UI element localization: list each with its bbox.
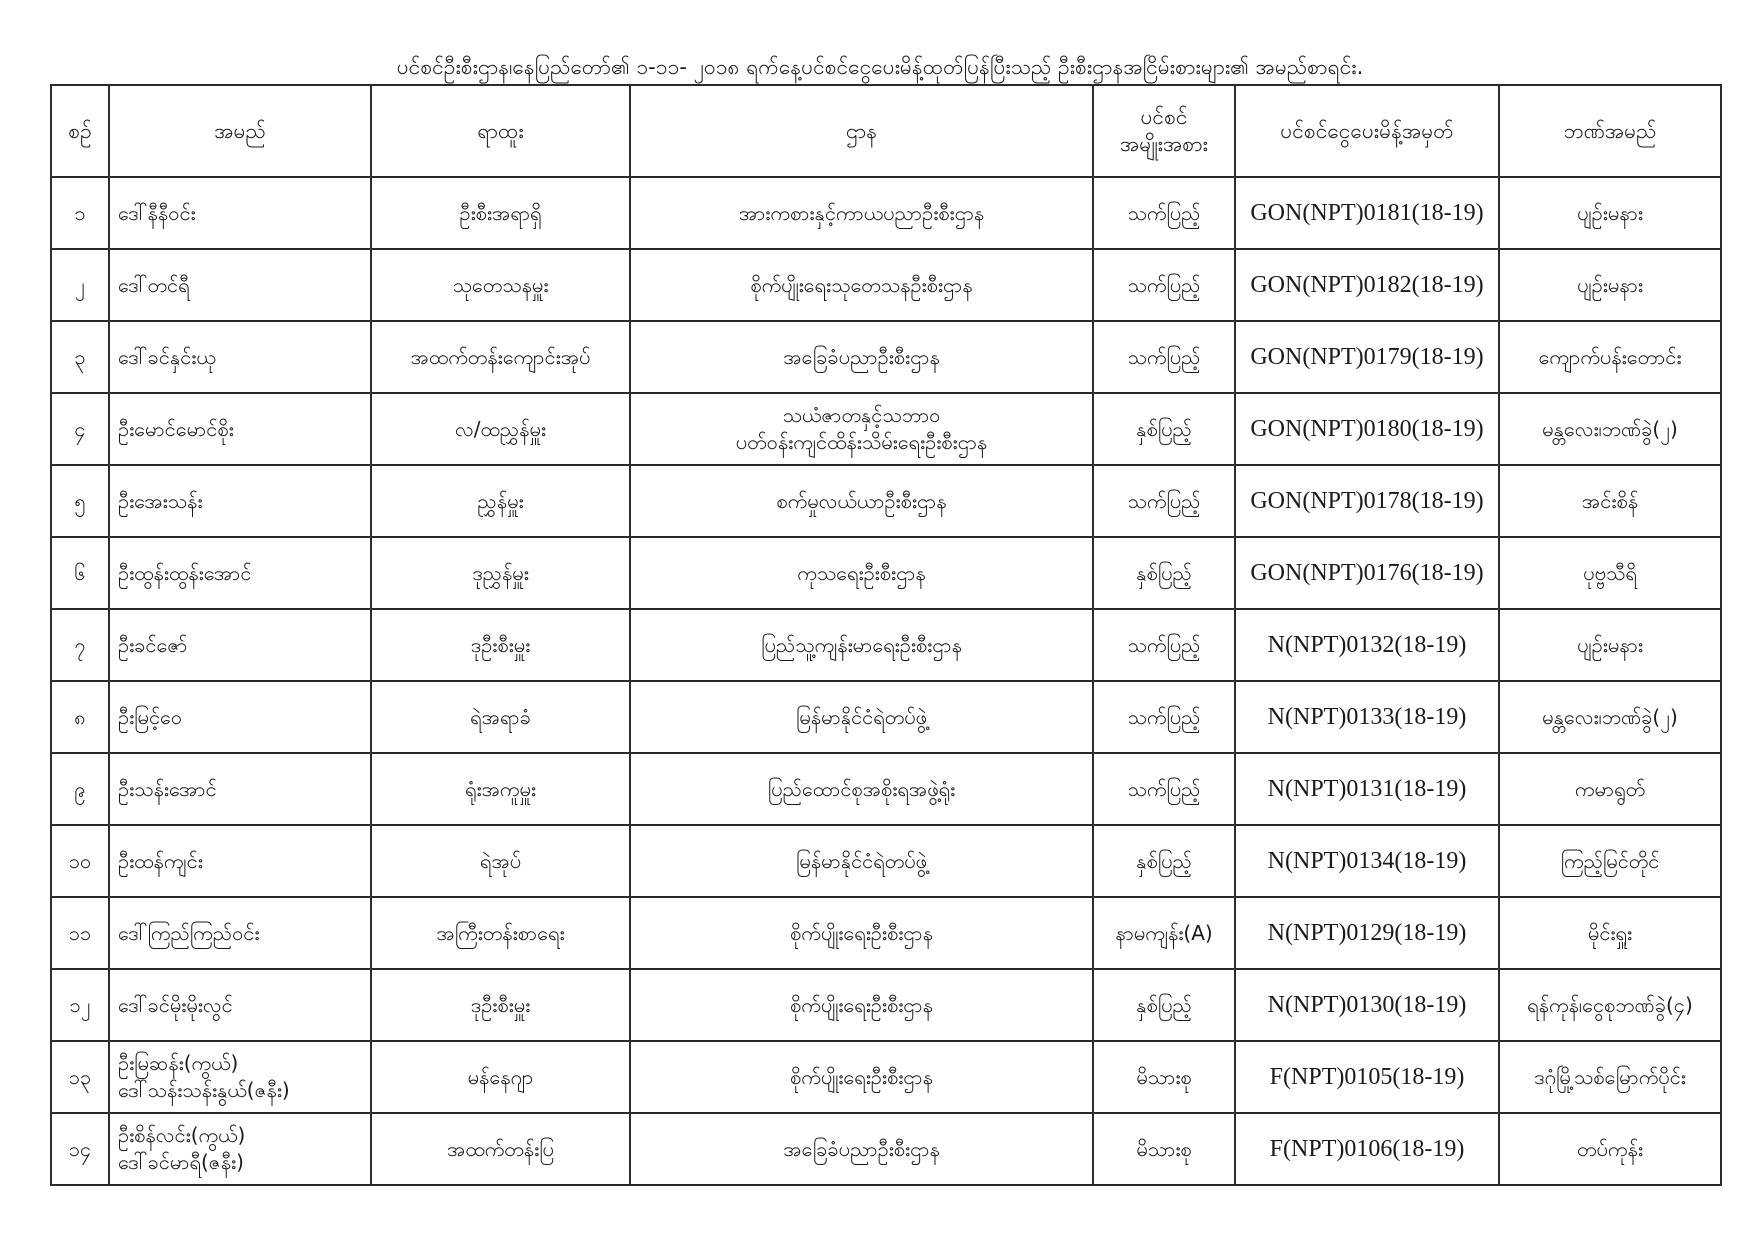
row-number [51,321,109,393]
person-name [109,969,371,1041]
rank [371,177,630,249]
row-number [51,609,109,681]
header-pension-type-line1: ပင်စင် [1140,105,1188,129]
table-row [51,681,1721,753]
pension-order-number [1235,465,1499,537]
department [630,753,1093,825]
person-name [109,1113,371,1185]
rank-text: ရဲအရာခံ [470,704,531,729]
department-line1: မြန်မာနိုင်ငံရဲတပ်ဖွဲ့ [795,848,928,873]
department [630,465,1093,537]
person-name [109,393,371,465]
pension-type-text: သက်ပြည့် [1127,344,1201,369]
row-number-text: ၇ [74,632,86,657]
department [630,969,1093,1041]
pension-order-number [1235,321,1499,393]
row-number-text: ၂ [75,272,85,297]
table-row [51,1041,1721,1113]
row-number-text: ၉ [74,776,86,801]
pension-type [1093,609,1235,681]
pension-register-table [50,84,1722,1186]
department-line1: ကုသရေးဦးစီးဌာန [797,560,926,585]
row-number-text: ၁၁ [68,920,92,945]
table-row [51,177,1721,249]
person-name-line1: ဦးမြဆန်း(ကွယ်) [118,1051,239,1075]
row-number [51,249,109,321]
bank-name [1499,465,1721,537]
rank-text: ဦးစီးအရာရှိ [459,200,542,225]
person-name-line1: ဒေါ်ကြည်ကြည်ဝင်း [118,920,260,945]
department [630,537,1093,609]
bank-name [1499,753,1721,825]
rank-text: လ/ထညွှန်မှူး [454,416,546,441]
department [630,393,1093,465]
pension-type [1093,825,1235,897]
bank-name-text: မန္တလေး၊ဘဏ်ခွဲ(၂) [1542,416,1678,441]
row-number [51,537,109,609]
department-line1: အခြေခံပညာဦးစီးဌာန [783,1136,940,1161]
pension-order-number [1235,969,1499,1041]
bank-name [1499,249,1721,321]
person-name-line1: ဦးစိန်လင်း(ကွယ်) [118,1123,246,1147]
department-line1: အားကစားနှင့်ကာယပညာဦးစီးဌာန [738,200,985,225]
row-number [51,1041,109,1113]
bank-name [1499,969,1721,1041]
document-page [40,50,1720,1180]
person-name [109,177,371,249]
pension-type [1093,897,1235,969]
bank-name [1499,825,1721,897]
department-line1: ပြည်သူ့ကျန်းမာရေးဦးစီးဌာန [761,632,962,657]
person-name [109,537,371,609]
rank [371,1113,630,1185]
header-bank: ဘဏ်အမည် [1499,85,1721,177]
pension-order-number-text: N(NPT)0133(18-19) [1267,703,1467,730]
pension-type [1093,321,1235,393]
pension-type-text: သက်ပြည့် [1127,272,1201,297]
pension-order-number-text: N(NPT)0134(18-19) [1267,847,1467,874]
pension-order-number-text: GON(NPT)0182(18-19) [1250,271,1484,298]
table-row [51,321,1721,393]
row-number-text: ၁၂ [69,992,91,1017]
rank [371,825,630,897]
person-name [109,321,371,393]
bank-name [1499,177,1721,249]
row-number-text: ၁၄ [68,1136,92,1161]
rank [371,465,630,537]
person-name-line1: ဦးမောင်မောင်စိုး [118,416,234,441]
rank-text: ဒုဦးစီးမှူး [470,632,531,657]
department-line2: ပတ်ဝန်းကျင်ထိန်းသိမ်းရေးဦးစီးဌာန [735,430,988,454]
bank-name-text: ဒဂုံမြို့သစ်မြောက်ပိုင်း [1534,1064,1686,1089]
person-name-line1: ဒေါ်ခင်နှင်းယု [118,344,216,369]
rank [371,969,630,1041]
row-number [51,1113,109,1185]
pension-order-number-text: F(NPT)0105(18-19) [1269,1063,1465,1090]
pension-order-number [1235,1113,1499,1185]
department-line1: စက်မှုလယ်ယာဦးစီးဌာန [776,488,947,513]
rank [371,249,630,321]
bank-name-text: တပ်ကုန်း [1577,1136,1643,1161]
rank-text: မန်နေဂျာ [467,1064,534,1089]
pension-type [1093,681,1235,753]
rank-text: ရဲအုပ် [479,848,522,873]
row-number [51,393,109,465]
table-row [51,1113,1721,1185]
row-number-text: ၆ [74,560,86,585]
rank-text: သုတေသနမှူး [452,272,549,297]
pension-order-number-text: GON(NPT)0176(18-19) [1250,559,1484,586]
pension-order-number-text: N(NPT)0129(18-19) [1267,919,1467,946]
row-number [51,465,109,537]
rank [371,681,630,753]
pension-type-text: နှစ်ပြည့် [1136,992,1192,1017]
person-name-line1: ဒေါ်တင်ရီ [118,272,190,297]
department-line1: စိုက်ပျိုးရေးဦးစီးဌာန [790,992,933,1017]
person-name-line1: ဦးအေးသန်း [118,488,203,513]
bank-name [1499,1113,1721,1185]
department [630,1113,1093,1185]
bank-name-text: ပျဉ်းမနား [1577,200,1643,225]
bank-name-text: ကြည့်မြင်တိုင် [1560,848,1660,873]
pension-order-number-text: GON(NPT)0180(18-19) [1250,415,1484,442]
department-line1: မြန်မာနိုင်ငံရဲတပ်ဖွဲ့ [795,704,928,729]
bank-name [1499,681,1721,753]
row-number-text: ၁ [74,200,86,225]
person-name [109,249,371,321]
row-number [51,969,109,1041]
pension-type [1093,1113,1235,1185]
pension-order-number [1235,177,1499,249]
pension-type [1093,969,1235,1041]
person-name [109,897,371,969]
pension-order-number [1235,1041,1499,1113]
department [630,177,1093,249]
person-name-line1: ဒေါ်ခင်မိုးမိုးလွင် [118,992,233,1017]
pension-order-number [1235,753,1499,825]
pension-type-text: နှစ်ပြည့် [1136,848,1192,873]
row-number [51,177,109,249]
department-line1: သယံဇာတနှင့်သဘာဝ [782,403,941,427]
department-line1: အခြေခံပညာဦးစီးဌာန [783,344,940,369]
department [630,681,1093,753]
person-name-line1: ဦးထန်ကျင်း [118,848,203,873]
header-no: စဉ် [51,85,109,177]
row-number [51,681,109,753]
table-row [51,393,1721,465]
person-name-line1: ဦးထွန်းထွန်းအောင် [118,560,252,585]
pension-order-number-text: GON(NPT)0179(18-19) [1250,343,1484,370]
department [630,249,1093,321]
rank-text: ဒုဦးစီးမှူး [470,992,531,1017]
table-row [51,969,1721,1041]
rank-text: ရုံးအကူမှူး [465,776,536,801]
pension-order-number-text: GON(NPT)0178(18-19) [1250,487,1484,514]
pension-type [1093,249,1235,321]
pension-order-number [1235,825,1499,897]
row-number [51,825,109,897]
rank [371,753,630,825]
department [630,1041,1093,1113]
table-body [51,177,1721,1185]
person-name [109,825,371,897]
pension-type-text: သက်ပြည့် [1127,632,1201,657]
bank-name-text: ပျဉ်းမနား [1577,632,1643,657]
pension-type-text: သက်ပြည့် [1127,200,1201,225]
row-number-text: ၁၀ [68,848,92,873]
pension-order-number-text: N(NPT)0130(18-19) [1267,991,1467,1018]
table-row [51,537,1721,609]
person-name-line1: ဦးသန်းအောင် [118,776,217,801]
header-department: ဌာန [630,85,1093,177]
row-number [51,897,109,969]
bank-name-text: ပျဉ်းမနား [1577,272,1643,297]
pension-order-number [1235,537,1499,609]
pension-order-number-text: N(NPT)0132(18-19) [1267,631,1467,658]
table-row [51,609,1721,681]
rank [371,537,630,609]
pension-type-text: သက်ပြည့် [1127,776,1201,801]
bank-name-text: မိုင်းရှူး [1587,920,1633,945]
pension-type [1093,753,1235,825]
bank-name-text: မန္တလေး၊ဘဏ်ခွဲ(၂) [1542,704,1678,729]
pension-type [1093,177,1235,249]
department-line1: စိုက်ပျိုးရေးဦးစီးဌာန [790,1064,933,1089]
pension-type-text: သက်ပြည့် [1127,704,1201,729]
table-row [51,825,1721,897]
pension-type-text: နှစ်ပြည့် [1136,560,1192,585]
bank-name [1499,609,1721,681]
person-name-line1: ဒေါ်နီနီဝင်း [118,200,196,225]
rank [371,321,630,393]
department [630,321,1093,393]
pension-type [1093,393,1235,465]
person-name-line1: ဦးမြင့်ဝေ [118,704,183,729]
person-name [109,609,371,681]
department-line1: စိုက်ပျိုးရေးဦးစီးဌာန [790,920,933,945]
table-header-row [51,85,1721,177]
department [630,609,1093,681]
rank [371,1041,630,1113]
document-title: ပင်စင်ဦးစီးဌာန၊နေပြည်တော်၏ ၁-၁၁- ၂၀၁၈ ရက်နေ့ပင်စင်ငွေပေးမိန့်ထုတ်ပြန်ပြီးသည့် ဦးစီးဌာနအငြိမ်းစားများ၏ အမည်စာရင်း. [396,55,1364,79]
pension-order-number [1235,681,1499,753]
pension-order-number [1235,609,1499,681]
bank-name-text: ကမာရွတ် [1574,776,1646,801]
rank-text: ဒုညွှန်မှူး [472,560,529,585]
header-order-no: ပင်စင်ငွေပေးမိန့်အမှတ် [1235,85,1499,177]
pension-type [1093,1041,1235,1113]
pension-type [1093,537,1235,609]
person-name [109,681,371,753]
rank [371,609,630,681]
rank-text: ညွှန်မှူး [477,488,524,513]
pension-type-text: မိသားစု [1136,1064,1192,1089]
pension-order-number-text: GON(NPT)0181(18-19) [1250,199,1484,226]
bank-name-text: အင်းစိန် [1581,488,1639,513]
department-line1: စိုက်ပျိုးရေးသုတေသနဦးစီးဌာန [750,272,973,297]
person-name-line1: ဦးခင်ဇော် [118,632,188,657]
pension-type [1093,465,1235,537]
pension-type-text: မိသားစု [1136,1136,1192,1161]
pension-type-text: နာမကျန်း(A) [1115,920,1213,945]
person-name-line2: ဒေါ်သန်းသန်းနွယ်(ဇနီး) [118,1078,290,1102]
person-name [109,1041,371,1113]
row-number-text: ၄ [74,416,86,441]
row-number-text: ၅ [74,488,86,513]
rank-text: အကြီးတန်းစာရေး [436,920,565,945]
rank-text: အထက်တန်းပြ [447,1136,554,1161]
person-name-line2: ဒေါ်ခင်မာရီ(ဇနီး) [118,1150,244,1174]
bank-name-text: ပုဗ္ဗသီရိ [1583,560,1637,585]
bank-name [1499,1041,1721,1113]
pension-order-number [1235,393,1499,465]
row-number-text: ၃ [74,344,86,369]
rank [371,393,630,465]
header-rank: ရာထူး [371,85,630,177]
header-pension-type [1093,85,1235,177]
pension-order-number-text: N(NPT)0131(18-19) [1267,775,1467,802]
pension-type-text: သက်ပြည့် [1127,488,1201,513]
pension-order-number [1235,249,1499,321]
row-number [51,753,109,825]
rank-text: အထက်တန်းကျောင်းအုပ် [410,344,591,369]
person-name [109,465,371,537]
rank [371,897,630,969]
department [630,825,1093,897]
header-name: အမည် [109,85,371,177]
table-row [51,249,1721,321]
department [630,897,1093,969]
bank-name-text: ကျောက်ပန်းတောင်း [1538,344,1682,369]
person-name [109,753,371,825]
pension-type-text: နှစ်ပြည့် [1136,416,1192,441]
pension-order-number-text: F(NPT)0106(18-19) [1269,1135,1465,1162]
header-pension-type-line2: အမျိုးအစား [1120,132,1208,156]
table-row [51,897,1721,969]
row-number-text: ၁၃ [68,1064,92,1089]
row-number-text: ၈ [74,704,86,729]
bank-name-text: ရန်ကုန်၊ငွေစုဘဏ်ခွဲ(၄) [1527,992,1693,1017]
department-line1: ပြည်ထောင်စုအစိုးရအဖွဲ့ရုံး [767,776,956,801]
pension-order-number [1235,897,1499,969]
bank-name [1499,393,1721,465]
bank-name [1499,321,1721,393]
bank-name [1499,537,1721,609]
table-row [51,465,1721,537]
bank-name [1499,897,1721,969]
table-row [51,753,1721,825]
